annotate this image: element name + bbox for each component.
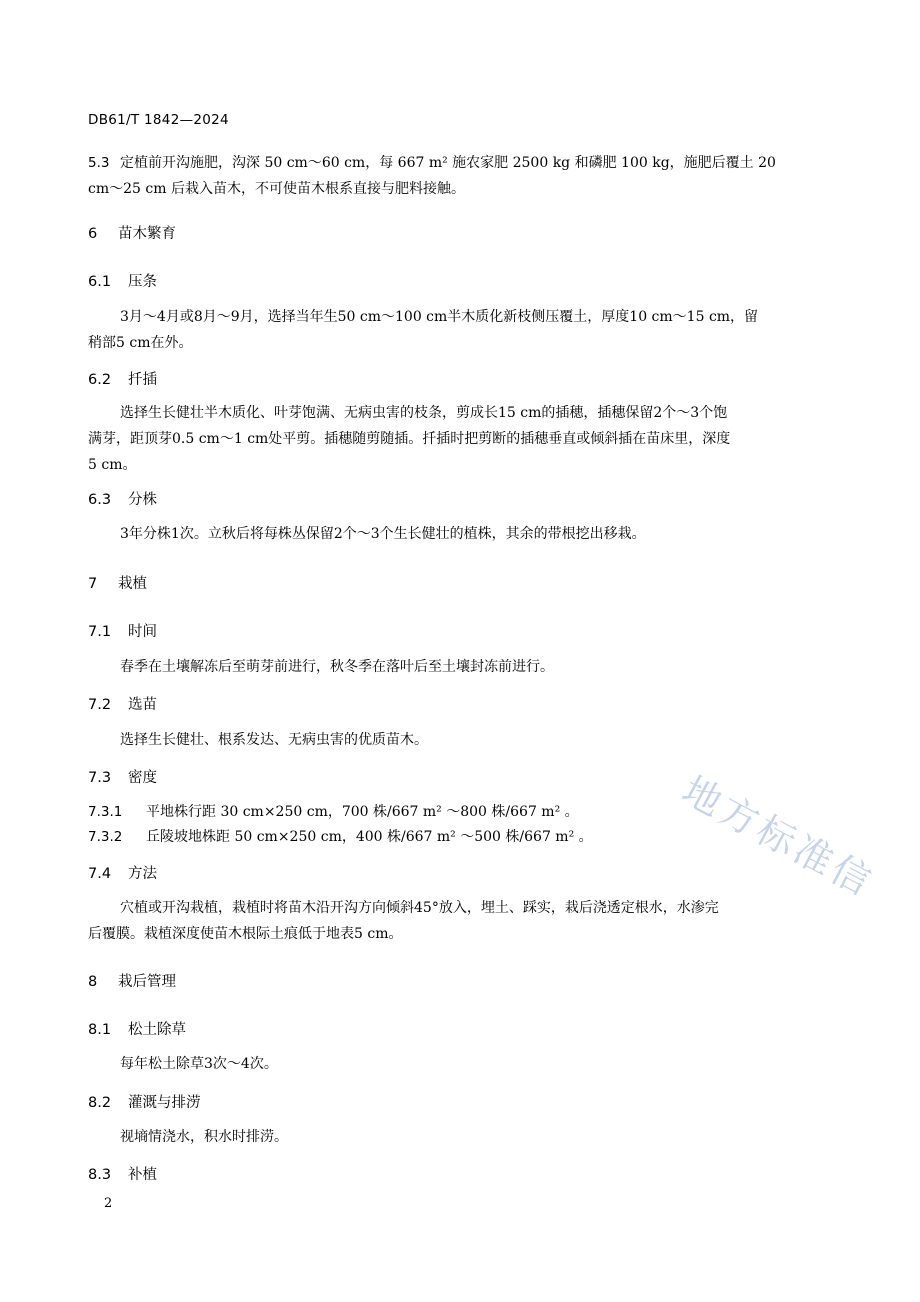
paragraph-7-4	[88, 895, 814, 947]
clause-text-line: 定植前开沟施肥，沟深 50 cm～60 cm，每 667 m² 施农家肥 2500 kg 和磷肥 100 kg，施肥后覆土 20	[120, 155, 776, 171]
subsection-number: 7.4	[88, 866, 112, 882]
section-heading-7	[88, 572, 147, 593]
page-number: 2	[104, 1196, 113, 1211]
subsection-title: 压条	[128, 274, 157, 290]
subsection-number: 6.1	[88, 274, 112, 290]
paragraph-line: 选择生长健壮、根系发达、无病虫害的优质苗木。	[120, 732, 428, 748]
subsection-heading-6-2	[88, 368, 157, 389]
paragraph-line: 视墒情浇水，积水时排涝。	[120, 1129, 288, 1145]
subsection-number: 7.1	[88, 624, 112, 640]
subsection-title: 分株	[128, 492, 157, 508]
item-number: 7.3.2	[88, 829, 123, 845]
paragraph-6-3	[88, 521, 814, 547]
subsection-number: 6.2	[88, 372, 112, 388]
watermark: 地方标准信	[675, 767, 882, 906]
subsection-number: 8.3	[88, 1167, 112, 1183]
item-number: 7.3.1	[88, 804, 123, 820]
list-item-7-3-2	[88, 826, 593, 846]
subsection-title: 松土除草	[128, 1022, 186, 1038]
section-title: 苗木繁育	[118, 226, 176, 242]
item-text: 平地株行距 30 cm×250 cm，700 株/667 m² ～800 株/667 m² 。	[146, 804, 579, 820]
subsection-title: 灌溉与排涝	[128, 1095, 201, 1111]
section-heading-6	[88, 222, 176, 243]
subsection-title: 时间	[128, 624, 157, 640]
paragraph-line: 每年松土除草3次～4次。	[120, 1056, 278, 1072]
subsection-title: 密度	[128, 770, 157, 786]
subsection-heading-7-1	[88, 620, 157, 641]
subsection-title: 扦插	[128, 372, 157, 388]
clause-text-line: cm～25 cm 后栽入苗木，不可使苗木根系直接与肥料接触。	[88, 181, 465, 197]
paragraph-line: 春季在土壤解冻后至萌芽前进行，秋冬季在落叶后至土壤封冻前进行。	[120, 659, 554, 675]
subsection-heading-8-1	[88, 1018, 186, 1039]
subsection-heading-6-3	[88, 488, 157, 509]
section-title: 栽后管理	[118, 974, 176, 990]
document-id: DB61/T 1842—2024	[88, 112, 229, 128]
section-title: 栽植	[118, 576, 147, 592]
paragraph-6-1	[88, 304, 814, 356]
subsection-heading-6-1	[88, 270, 157, 291]
section-number: 6	[88, 226, 98, 242]
paragraph-line: 3月～4月或8月～9月，选择当年生50 cm～100 cm半木质化新枝侧压覆土，厚度10 cm～15 cm，留	[120, 309, 759, 325]
paragraph-line: 选择生长健壮半木质化、叶芽饱满、无病虫害的枝条，剪成长15 cm的插穗，插穗保留2个～3个饱	[120, 405, 728, 421]
paragraph-8-2	[88, 1124, 814, 1150]
paragraph-8-1	[88, 1051, 814, 1077]
subsection-title: 选苗	[128, 697, 157, 713]
paragraph-line: 5 cm。	[88, 457, 137, 473]
subsection-heading-7-4	[88, 862, 157, 883]
paragraph-6-2	[88, 400, 814, 478]
paragraph-line: 后覆膜。栽植深度使苗木根际土痕低于地表5 cm。	[88, 926, 403, 942]
section-number: 7	[88, 576, 98, 592]
paragraph-line: 穴植或开沟栽植，栽植时将苗木沿开沟方向倾斜45°放入，埋土、踩实，栽后浇透定根水，水渗完	[120, 900, 719, 916]
subsection-title: 补植	[128, 1167, 157, 1183]
paragraph-line: 满芽，距顶芽0.5 cm～1 cm处平剪。插穗随剪随插。扦插时把剪断的插穗垂直或倾斜插在苗床里，深度	[88, 431, 731, 447]
section-heading-8	[88, 970, 176, 991]
subsection-number: 7.3	[88, 770, 112, 786]
clause-5-3	[88, 150, 814, 202]
section-number: 8	[88, 974, 98, 990]
paragraph-7-2	[88, 727, 814, 753]
paragraph-line: 3年分株1次。立秋后将每株丛保留2个～3个生长健壮的植株，其余的带根挖出移栽。	[120, 526, 646, 542]
subsection-number: 8.2	[88, 1095, 112, 1111]
paragraph-7-1	[88, 654, 814, 680]
list-item-7-3-1	[88, 801, 579, 821]
subsection-number: 8.1	[88, 1022, 112, 1038]
paragraph-line: 稍部5 cm在外。	[88, 335, 193, 351]
clause-number: 5.3	[88, 155, 110, 171]
subsection-number: 7.2	[88, 697, 112, 713]
subsection-heading-7-2	[88, 693, 157, 714]
subsection-number: 6.3	[88, 492, 112, 508]
item-text: 丘陵坡地株距 50 cm×250 cm，400 株/667 m² ～500 株/667 m² 。	[146, 829, 593, 845]
subsection-heading-7-3	[88, 766, 157, 787]
subsection-title: 方法	[128, 866, 157, 882]
subsection-heading-8-3	[88, 1163, 157, 1184]
subsection-heading-8-2	[88, 1091, 201, 1112]
